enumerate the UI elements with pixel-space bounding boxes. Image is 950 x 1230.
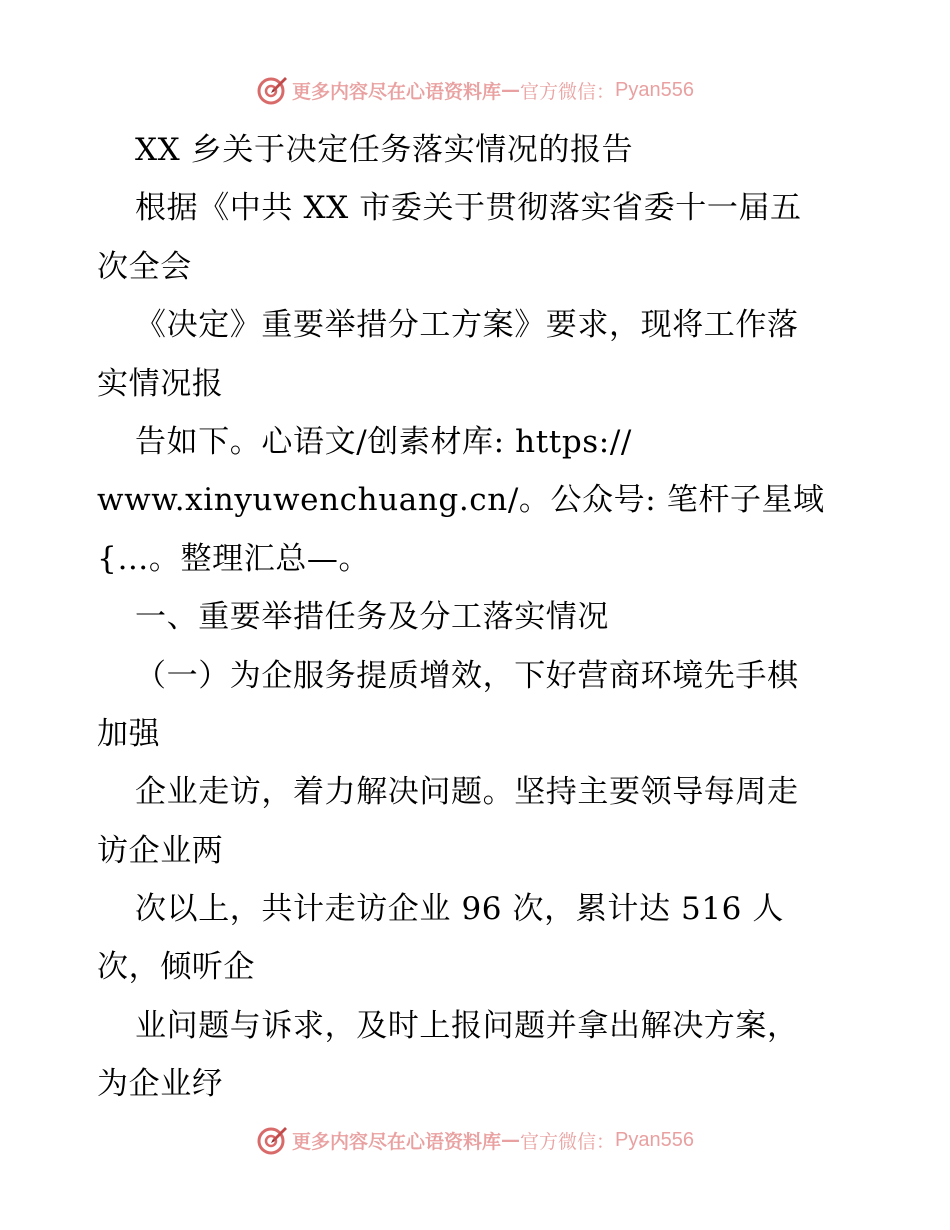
paragraph-line: 企业走访，着力解决问题。坚持主要领导每周走 [135, 774, 799, 811]
banner-text: 更多内容尽在心语资料库 [292, 1130, 502, 1153]
document-body [97, 121, 857, 1114]
paragraph-line: 根据《中共 XX 市委关于贯彻落实省委十一届五 [135, 190, 802, 227]
header-banner [0, 70, 950, 110]
paragraph-line: 次以上，共计走访企业 96 次，累计达 516 人 [135, 891, 785, 928]
banner-separator: — [501, 1129, 521, 1151]
footer-banner [0, 1120, 950, 1160]
paragraph-line: {…。整理汇总—。 [97, 540, 371, 577]
banner-wechat-id: Pyan556 [615, 78, 694, 101]
paragraph-line: 业问题与诉求，及时上报问题并拿出解决方案， [135, 1007, 799, 1044]
paragraph-line: 为企业纾 [97, 1066, 224, 1103]
paragraph-line: 实情况报 [97, 365, 224, 402]
paragraph-line: www.xinyuwenchuang.cn/。公众号: 笔杆子星域 [97, 482, 825, 519]
banner-wechat-id: Pyan556 [615, 1128, 694, 1151]
banner-wechat-label: 官方微信： [520, 1130, 616, 1153]
paragraph-line: 《决定》重要举措分工方案》要求，现将工作落 [135, 307, 799, 344]
paragraph-line: 加强 [97, 715, 161, 752]
paragraph-line: 次，倾听企 [97, 949, 255, 986]
banner-wechat-label: 官方微信： [520, 80, 616, 103]
banner-text: 更多内容尽在心语资料库 [292, 80, 502, 103]
document-title: XX 乡关于决定任务落实情况的报告 [135, 132, 634, 168]
paragraph-line: 访企业两 [97, 832, 224, 869]
pen-circle-logo-icon [256, 74, 288, 106]
paragraph-line: 告如下。心语文/创素材库: https:// [135, 423, 632, 460]
section-heading: 一、重要举措任务及分工落实情况 [135, 599, 609, 636]
subsection-heading: （一）为企服务提质增效，下好营商环境先手棋 [135, 657, 799, 694]
banner-separator: — [501, 79, 521, 101]
pen-circle-logo-icon [256, 1124, 288, 1156]
paragraph-line: 次全会 [97, 248, 192, 285]
